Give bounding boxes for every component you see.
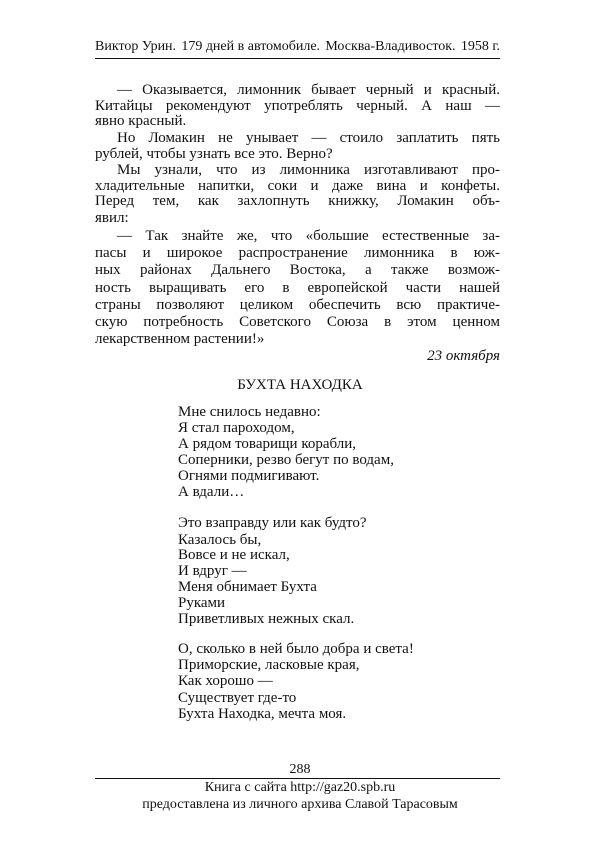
poem-line: Бухта Находка, мечта моя.: [178, 706, 347, 722]
header-year: 1958 г.: [460, 39, 500, 54]
poem-line: О, сколько в ней было добра и света!: [178, 641, 414, 657]
poem-line: Огнями подмигивают.: [178, 468, 320, 484]
text-line: лекарственном растении!»: [95, 331, 265, 347]
footer-rule: [95, 778, 500, 779]
text-line: явил:: [95, 210, 129, 226]
poem-line: Приморские, ласковые края,: [178, 657, 360, 673]
poem-line: Казалось бы,: [178, 532, 262, 548]
poem-line: А вдали…: [178, 484, 245, 500]
text-line: пасы и широкое распространение лимонника в юж-: [95, 245, 500, 261]
poem-line: Это взаправду или как будто?: [178, 515, 367, 531]
text-line: Китайцы рекомендуют употреблять черный. А наш —: [95, 98, 500, 114]
header-route: Москва-Владивосток.: [325, 39, 456, 54]
poem-line: Я стал пароходом,: [178, 420, 295, 436]
poem-line: Существует где-то: [178, 690, 297, 706]
text-line: ность выращивать его в европейской части нашей: [95, 280, 500, 296]
poem-line: Меня обнимает Бухта: [178, 579, 317, 595]
poem-line: Руками: [178, 595, 226, 611]
running-header: [95, 39, 500, 55]
footer-source: Книга с сайта http://gaz20.spb.ru: [204, 780, 396, 795]
footer-credit: предоставлена из личного архива Славой Тарасовым: [142, 797, 458, 812]
poem-line: И вдруг —: [178, 563, 247, 579]
poem-line: А рядом товарищи корабли,: [178, 436, 357, 452]
poem-title: БУХТА НАХОДКА: [237, 377, 363, 393]
poem-line: Соперники, резво бегут по водам,: [178, 452, 394, 468]
text-line: явно красный.: [95, 113, 187, 129]
text-line: ных районах Дальнего Востока, а также возмож-: [95, 262, 500, 278]
header-author: Виктор Урин.: [95, 39, 177, 54]
poem-line: Как хорошо —: [178, 673, 273, 689]
text-line: — Оказывается, лимонник бывает черный и красный.: [117, 82, 500, 98]
text-line: Но Ломакин не унывает — стоило заплатить пять: [117, 130, 500, 146]
poem-line: Вовсе и не искал,: [178, 547, 290, 563]
text-line: скую потребность Советского Союза в этом ценном: [95, 314, 500, 330]
poem-line: Приветливых нежных скал.: [178, 611, 355, 627]
text-line: — Так знайте же, что «большие естественные за-: [117, 228, 500, 244]
poem-line: Мне снилось недавно:: [178, 404, 321, 420]
header-rule: [95, 58, 500, 59]
header-book-title: 179 дней в автомобиле.: [181, 39, 321, 54]
text-line: страны позволяют целиком обеспечить всю практиче-: [95, 297, 500, 313]
text-line: хладительные напитки, соки и даже вина и конфеты.: [95, 178, 500, 194]
text-line: Мы узнали, что из лимонника изготавливают про-: [117, 162, 500, 178]
text-line: рублей, чтобы узнать все это. Верно?: [95, 146, 333, 162]
entry-date: 23 октября: [427, 348, 500, 364]
page-number: 288: [289, 762, 311, 777]
text-line: Перед тем, как захлопнуть книжку, Ломакин объ-: [95, 193, 500, 209]
